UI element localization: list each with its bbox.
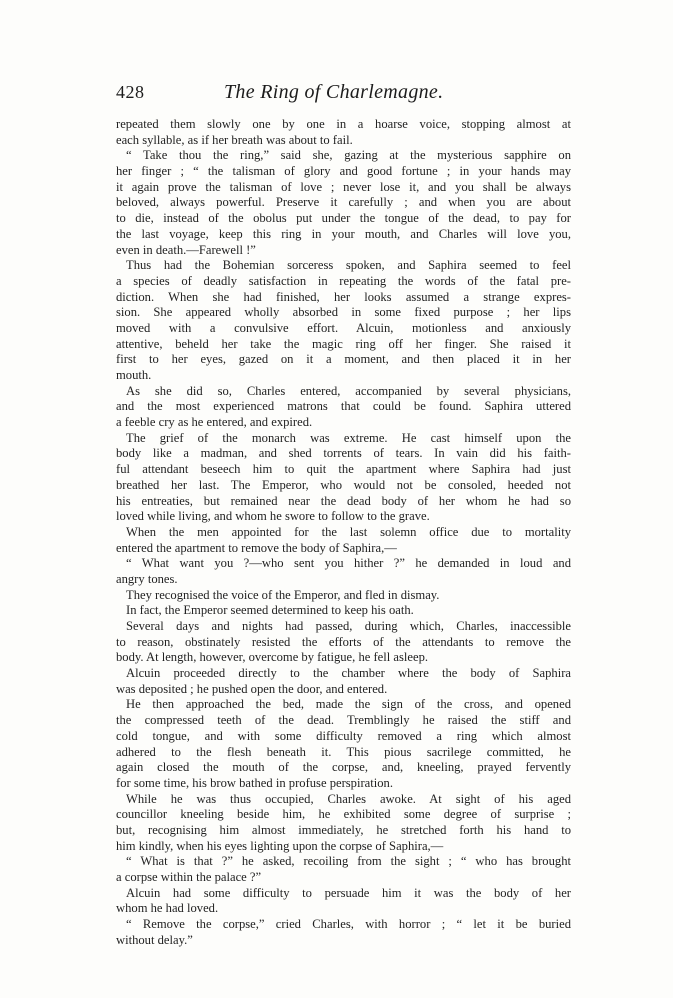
text-line: the compressed teeth of the dead. Tremblingly he raised the stiff and: [116, 713, 571, 728]
text-line: it again prove the talisman of love ; never lose it, and you shall be always: [116, 179, 571, 194]
text-line: adhered to the flesh beneath it. This pious sacrilege committed, he: [116, 744, 571, 759]
text-line: a species of deadly satisfaction in repeating the words of the fatal pre-: [116, 273, 571, 288]
text-line: body like a madman, and shed torrents of tears. In vain did his faith-: [116, 446, 571, 461]
text-line: Alcuin had some difficulty to persuade him it was the body of her: [126, 885, 571, 900]
text-line: a corpse within the palace ?”: [116, 870, 262, 884]
body-text: [116, 117, 571, 948]
text-line: to reason, obstinately resisted the efforts of the attendants to remove the: [116, 634, 571, 649]
text-line: the last voyage, keep this ring in your mouth, and Charles will love you,: [116, 226, 571, 241]
text-line: While he was thus occupied, Charles awoke. At sight of his aged: [126, 791, 571, 806]
text-line: his entreaties, but remained near the dead body of her whom he had so: [116, 493, 571, 508]
text-line: cold tongue, and with some difficulty removed a ring which almost: [116, 728, 571, 743]
text-line: attentive, beheld her take the magic ring off her finger. She raised it: [116, 336, 571, 351]
text-line: The grief of the monarch was extreme. He cast himself upon the: [126, 430, 571, 445]
text-line: As she did so, Charles entered, accompanied by several physicians,: [126, 383, 571, 398]
text-line: mouth.: [116, 368, 152, 382]
page-number: 428: [116, 82, 145, 102]
text-line: to die, instead of the obolus put under the tongue of the dead, to pay for: [116, 211, 571, 226]
text-line: repeated them slowly one by one in a hoarse voice, stopping almost at: [116, 117, 571, 131]
text-line: first to her eyes, gazed on it a moment, and then placed it in her: [116, 352, 571, 367]
text-line: without delay.”: [116, 932, 193, 947]
text-line: and the most experienced matrons that could be found. Saphira uttered: [116, 399, 571, 414]
page-header: [116, 82, 572, 106]
text-line: sion. She appeared wholly absorbed in some fixed purpose ; her lips: [116, 305, 571, 320]
text-line: but, recognising him almost immediately, he stretched forth his hand to: [116, 822, 571, 837]
text-line: councillor kneeling beside him, he exhibited some degree of surprise ;: [116, 807, 571, 822]
text-line: him kindly, when his eyes lighting upon the corpse of Saphira,—: [116, 838, 444, 853]
text-line: He then approached the bed, made the sign of the cross, and opened: [126, 697, 571, 712]
text-line: “ Take thou the ring,” said she, gazing at the mysterious sapphire on: [126, 148, 571, 163]
text-line: for some time, his brow bathed in profuse perspiration.: [116, 775, 394, 790]
text-line: ful attendant beseech him to quit the apartment where Saphira had just: [116, 462, 571, 477]
running-title: The Ring of Charlemagne.: [224, 81, 444, 103]
text-line: “ Remove the corpse,” cried Charles, with horror ; “ let it be buried: [126, 917, 571, 932]
text-line: angry tones.: [116, 571, 178, 586]
text-line: her finger ; “ the talisman of glory and good fortune ; in your hands may: [116, 164, 571, 179]
text-line: beloved, always powerful. Preserve it carefully ; and when you are about: [116, 195, 571, 210]
text-line: When the men appointed for the last solemn office due to mortality: [126, 524, 571, 539]
text-line: body. At length, however, overcome by fatigue, he fell asleep.: [116, 650, 429, 665]
text-line: was deposited ; he pushed open the door, and entered.: [116, 681, 388, 696]
text-line: each syllable, as if her breath was about to fail.: [116, 132, 353, 147]
text-line: even in death.—Farewell !”: [116, 242, 256, 257]
text-line: entered the apartment to remove the body of Saphira,—: [116, 540, 397, 555]
text-line: “ What want you ?—who sent you hither ?” he demanded in loud and: [126, 556, 571, 571]
text-line: In fact, the Emperor seemed determined to keep his oath.: [126, 603, 414, 618]
text-line: moved with a convulsive effort. Alcuin, motionless and anxiously: [116, 320, 571, 335]
text-line: a feeble cry as he entered, and expired.: [116, 415, 313, 430]
text-line: loved while living, and whom he swore to follow to the grave.: [116, 509, 430, 524]
text-line: “ What is that ?” he asked, recoiling from the sight ; “ who has brought: [126, 854, 571, 869]
text-line: diction. When she had finished, her looks assumed a strange expres-: [116, 289, 571, 304]
text-line: They recognised the voice of the Emperor, and fled in dismay.: [126, 587, 440, 602]
text-line: breathed her last. The Emperor, who would not be consoled, heeded not: [116, 477, 571, 492]
text-line: again closed the mouth of the corpse, and, kneeling, prayed fervently: [116, 760, 571, 775]
text-line: Alcuin proceeded directly to the chamber where the body of Saphira: [126, 666, 571, 681]
text-line: Several days and nights had passed, during which, Charles, inaccessible: [126, 619, 571, 633]
text-line: whom he had loved.: [116, 901, 219, 916]
text-line: Thus had the Bohemian sorceress spoken, and Saphira seemed to feel: [126, 258, 571, 273]
